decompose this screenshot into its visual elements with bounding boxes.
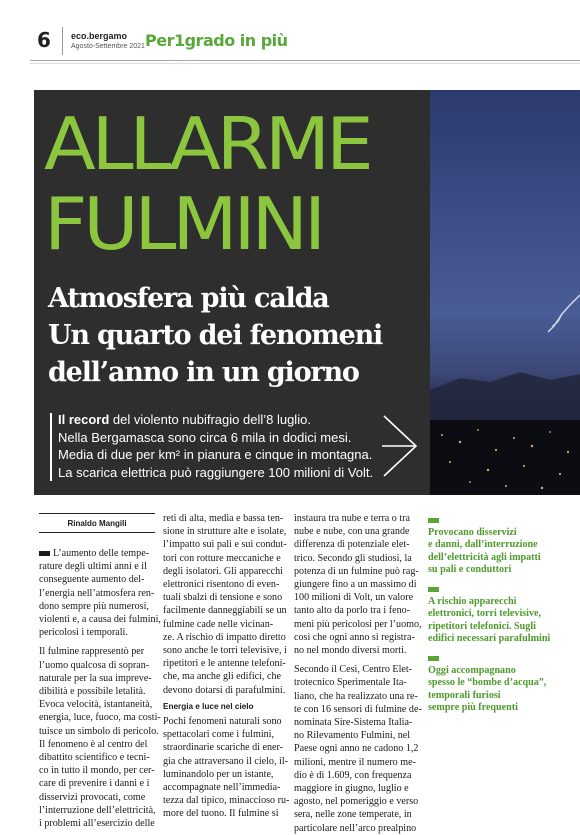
article-line: potenza di un fulmine può rag- <box>294 565 419 577</box>
byline-rule <box>39 532 155 533</box>
article-line: dio è di 1.609, con frequenza <box>294 769 412 781</box>
article-line: dibattito scientifico e tecni- <box>39 752 150 764</box>
article-line: tezza dal tipico, minaccioso ru- <box>163 795 290 807</box>
article-line: co in tutto il mondo, per cer- <box>39 765 155 777</box>
article-line: reti di alta, media e bassa ten- <box>163 513 284 524</box>
article-column-2 <box>163 512 290 821</box>
highlight-line: ripetitori telefonici. Sugli <box>428 620 536 632</box>
article-line: ze. A rischio di impatto diretto <box>163 631 286 643</box>
article-line: ripetitori e le antenne telefoni- <box>163 658 286 670</box>
article-subhead: Energia e luce nel cielo <box>163 701 254 711</box>
article-line: maggiore in giugno, luglio e <box>294 783 409 795</box>
article-line: accompagnate nell’immedia- <box>163 782 281 794</box>
highlight-marker <box>428 518 439 523</box>
article-line: instaura tra nube e terra o tra <box>294 513 411 524</box>
highlight-line: dell’elettricità agli impatti <box>428 551 541 563</box>
article-line: naturale per la sua impreve- <box>39 672 152 684</box>
highlight-item <box>428 653 568 714</box>
article-line: rature degli ultimi anni e il <box>39 561 147 573</box>
highlight-line: edifici necessari parafulmini <box>428 632 551 644</box>
highlight-line: e danni, dall’interruzione <box>428 539 538 551</box>
article-line: degli isolatori. Gli apparecchi <box>163 565 283 577</box>
summary-line: La scarica elettrica può raggiungere 100 milioni di Volt. <box>58 464 374 480</box>
article-line: tuali sbalzi di tensione e sono <box>163 592 283 604</box>
article-column-3 <box>294 512 422 835</box>
highlight-marker <box>428 587 439 592</box>
summary-line: Nella Bergamasca sono circa 6 mila in dodici mesi. <box>58 429 352 445</box>
article-line: Pochi fenomeni naturali sono <box>163 716 282 728</box>
article-line: disservizi provocati, come <box>39 791 146 803</box>
highlight-marker <box>428 656 439 661</box>
article-line: trotecnico Sperimentale Ita- <box>294 677 407 689</box>
article-line: dono sempre più numerosi, <box>39 600 149 612</box>
article-line: Il fenomeno è al centro del <box>39 738 148 750</box>
article-line: agosto, nel pomeriggio e verso <box>294 796 419 808</box>
hero-title <box>44 102 370 266</box>
article-line: l’energia nell’atmosfera ren- <box>39 587 155 599</box>
article-line: conseguente aumento del- <box>39 574 145 586</box>
article-line: Evoca velocità, istantaneità, <box>39 699 153 711</box>
highlights-sidebar <box>428 515 568 722</box>
article-line: l’impatto sui pali e sui condut- <box>163 539 287 551</box>
lightning-photo <box>430 90 580 495</box>
article-line <box>39 547 160 560</box>
article-line: sione in strutture alte e isolate, <box>163 526 287 538</box>
article-line: luminandolo per un istante, <box>163 768 274 780</box>
article-line: l’interruzione dell’elettricità, <box>39 804 156 816</box>
article-line: fulmine cade nelle vicinan- <box>163 618 274 630</box>
article-line: differenza di potenziale elet- <box>294 539 410 551</box>
article-line: tuisce un simbolo di pericolo. <box>39 725 159 737</box>
article-line: trico. Secondo gli studiosi, la <box>294 552 412 564</box>
highlight-line: su pali e conduttori <box>428 563 512 575</box>
article-line: pericolosi i temporali. <box>39 627 128 639</box>
summary-text: del violento nubifragio dell’8 luglio. <box>109 412 311 427</box>
lightning-bolt-icon <box>430 90 580 495</box>
article-line: Il fulmine rappresentò per <box>39 646 145 658</box>
article-line: care di prevenire i danni e i <box>39 778 150 790</box>
highlight-line: sempre più frequenti <box>428 701 518 713</box>
hero-title-line: ALLARME <box>44 102 370 186</box>
author-byline: Rinaldo Mangili <box>67 519 127 528</box>
article-line: 100 milioni di Volt, un valore <box>294 592 414 604</box>
article-line: devono dotarsi di parafulmini. <box>163 684 286 696</box>
hero-title-line: FULMINI <box>44 182 322 266</box>
arrow-right-icon <box>382 414 418 478</box>
hero-subtitle <box>48 280 382 391</box>
article-line: straordinarie scariche di ener- <box>163 742 284 754</box>
article-line: nominata Sire-Sistema Italia- <box>294 717 413 729</box>
article-line: tanto alto da porlo tra i feno- <box>294 605 411 617</box>
section-title: Per1grado in più <box>145 31 288 50</box>
highlight-line: A rischio apparecchi <box>428 596 517 608</box>
hero-subtitle-line: Atmosfera più calda <box>48 283 329 314</box>
article-line: giungere fino a un massimo di <box>294 579 417 591</box>
article-line: te con 16 sensori di fulmine de- <box>294 703 422 715</box>
article-line: meni più pericolosi per l’uomo, <box>294 618 422 630</box>
page-number: 6 <box>37 28 51 52</box>
lead-marker <box>39 551 50 556</box>
issue-date: Agosto-Settembre 2021 <box>71 43 145 50</box>
summary-line: Media di due per km² in pianura e cinque in montagna. <box>58 447 373 462</box>
hero-banner <box>34 90 580 495</box>
header-divider <box>62 27 63 55</box>
byline-rule <box>39 513 155 514</box>
article-line: l’uomo qualcosa di sopran- <box>39 659 150 671</box>
highlight-line: spesso le “bombe d’acqua”, <box>428 677 547 689</box>
article-line: spettacolari come i fulmini, <box>163 729 274 741</box>
article-line: energia, luce, fuoco, ma costi- <box>39 712 161 724</box>
article-line: elettronici risentono di even- <box>163 579 280 591</box>
hero-summary <box>58 411 373 481</box>
article-line: violenti e, a causa dei fulmini, <box>39 614 161 626</box>
highlight-item <box>428 515 568 576</box>
article-line: Secondo il Cesi, Centro Elet- <box>294 664 413 676</box>
header-rule-secondary <box>30 63 580 64</box>
article-line: liano, che ha realizzato una re- <box>294 690 418 702</box>
article-line: gia che attraversano il cielo, il- <box>163 755 288 767</box>
highlight-item <box>428 584 568 645</box>
article-line: dibilità e possibile letalità. <box>39 686 146 698</box>
article-column-1 <box>39 547 160 830</box>
highlight-line: temporali furiosi <box>428 689 501 701</box>
summary-bold: Il record <box>58 412 110 427</box>
article-line: particolare nell’arco prealpino <box>294 822 417 834</box>
article-line: così che ogni anno si registra- <box>294 631 415 643</box>
hero-subtitle-line: Un quarto dei fenomeni <box>48 320 383 351</box>
hero-subtitle-line: dell’anno in un giorno <box>48 357 359 388</box>
article-line: tori con rotture meccaniche e <box>163 552 281 564</box>
article-line: nube e nube, con una grande <box>294 526 410 538</box>
article-line: no nel mondo diversi morti. <box>294 645 407 657</box>
article-line: sono anche le torri televisive, i <box>163 645 287 657</box>
highlight-line: Provocano disservizi <box>428 527 517 539</box>
article-line: milioni, mentre il numero me- <box>294 756 416 768</box>
summary-line <box>58 411 373 429</box>
article-line: more del tuono. Il fulmine si <box>163 808 279 820</box>
article-line: facilmente danneggiabili se un <box>163 605 287 617</box>
article-line: i problemi all’esercizio delle <box>39 818 155 830</box>
highlight-line: elettronici, torri televisive, <box>428 608 542 620</box>
summary-rule <box>50 413 52 481</box>
newspaper-name: eco.bergamo <box>71 31 128 41</box>
article-line: sera, nelle zone temperate, in <box>294 809 412 821</box>
highlight-line: Oggi accompagnano <box>428 665 516 677</box>
article-line-text: L’aumento delle tempe- <box>53 548 150 559</box>
article-line: Paese ogni anno ne cadono 1,2 <box>294 743 419 755</box>
header-rule <box>30 60 580 61</box>
article-line: no Rilevamento Fulmini, nel <box>294 730 411 742</box>
article-line: che, ma anche gli edifici, che <box>163 671 281 683</box>
